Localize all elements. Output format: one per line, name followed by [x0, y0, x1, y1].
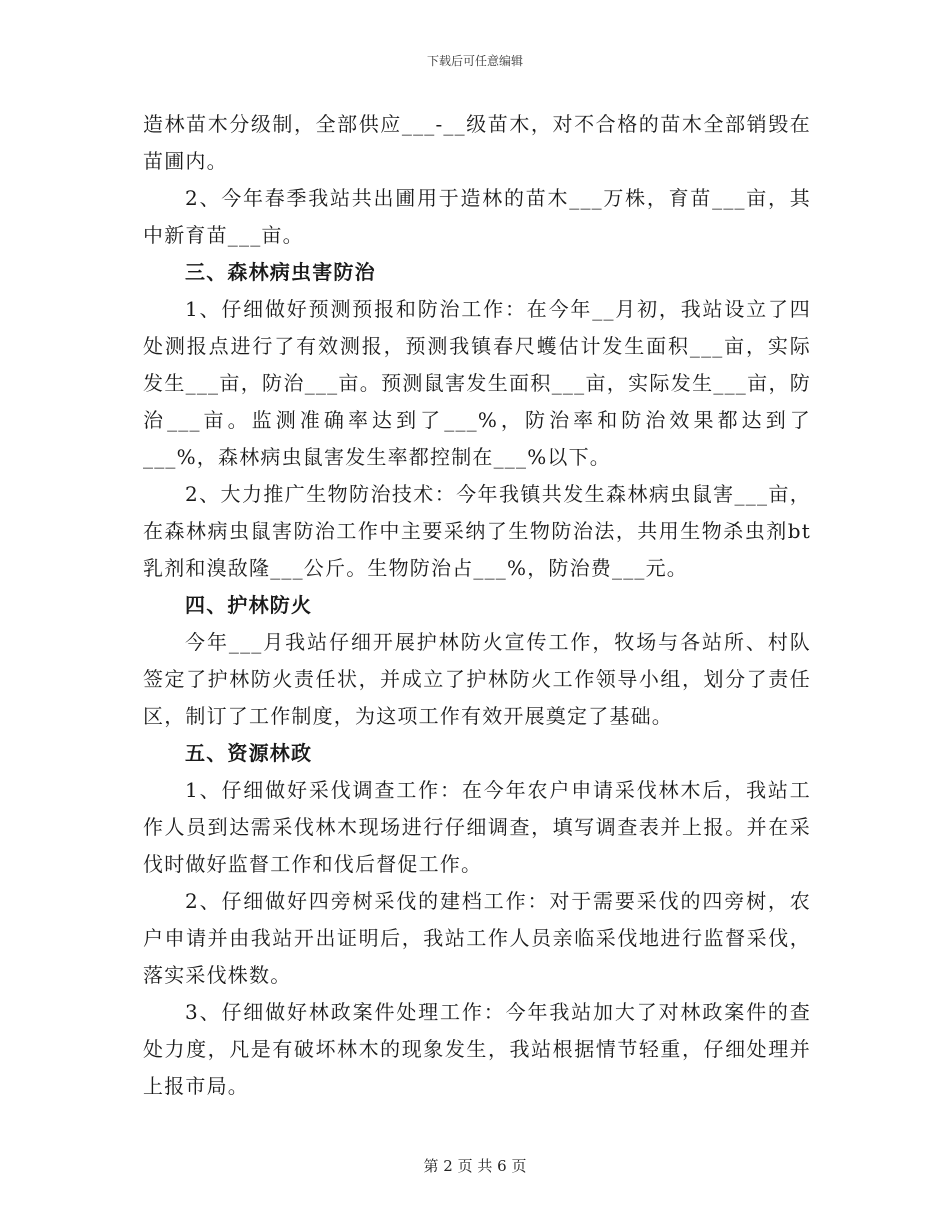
document-body	[143, 106, 811, 1105]
section-heading-fire-prevention: 四、护林防火	[185, 593, 313, 617]
paragraph-fire-prevention: 今年___月我站仔细开展护林防火宣传工作，牧场与各站所、村队签定了护林防火责任状，并成立了护林防火工作领导小组，划分了责任区，制订了工作制度，为这项工作有效开展奠定了基础。	[143, 630, 811, 728]
header-note: 下载后可任意编辑	[426, 54, 523, 68]
paragraph-forecast-prevention: 1、仔细做好预测预报和防治工作：在今年__月初，我站设立了四处测报点进行了有效测报，预测我镇春尺蠖估计发生面积___亩，实际发生___亩，防治___亩。预测鼠害发生面积___亩，实际发生___亩，防治___亩。监测准确率达到了___%，防治率和防治效果都达到了___%，森林病虫鼠害发生率都控制在___%以下。	[143, 297, 811, 469]
section-heading-pest-control: 三、森林病虫害防治	[185, 260, 376, 284]
paragraph-seedling-grading: 造林苗木分级制，全部供应___-__级苗木，对不合格的苗木全部销毁在苗圃内。	[143, 112, 811, 173]
paragraph-logging-survey: 1、仔细做好采伐调查工作：在今年农户申请采伐林木后，我站工作人员到达需采伐林木现场进行仔细调查，填写调查表并上报。并在采伐时做好监督工作和伐后督促工作。	[143, 778, 811, 876]
paragraph-spring-seedlings: 2、今年春季我站共出圃用于造林的苗木___万株，育苗___亩，其中新育苗___亩。	[143, 186, 811, 247]
paragraph-forest-cases: 3、仔细做好林政案件处理工作：今年我站加大了对林政案件的查处力度，凡是有破坏林木的现象发生，我站根据情节轻重，仔细处理并上报市局。	[143, 1000, 811, 1098]
paragraph-biological-control: 2、大力推广生物防治技术：今年我镇共发生森林病虫鼠害___亩，在森林病虫鼠害防治工作中主要采纳了生物防治法，共用生物杀虫剂bt乳剂和溴敌隆___公斤。生物防治占___%，防治费___元。	[143, 482, 811, 580]
paragraph-roadside-trees: 2、仔细做好四旁树采伐的建档工作：对于需要采伐的四旁树，农户申请并由我站开出证明后，我站工作人员亲临采伐地进行监督采伐，落实采伐株数。	[143, 889, 811, 987]
page-number: 第 2 页 共 6 页	[423, 1157, 527, 1175]
section-heading-forest-administration: 五、资源林政	[185, 741, 313, 765]
